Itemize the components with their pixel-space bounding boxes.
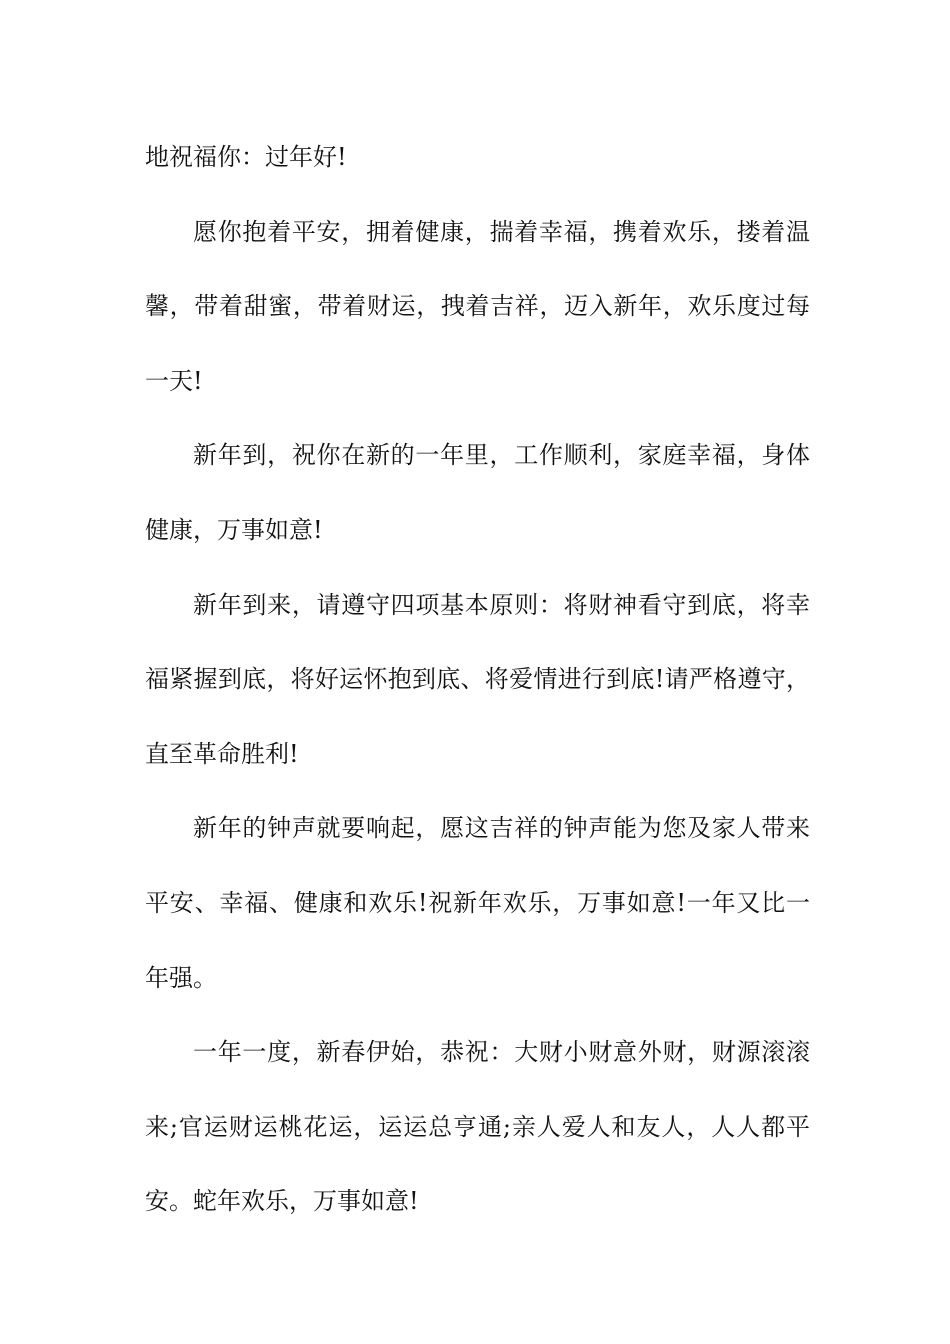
paragraph-blessing-2: 新年到，祝你在新的一年里，工作顺利，家庭幸福，身体健康，万事如意! <box>145 441 810 544</box>
paragraph-continued-greeting: 地祝福你：过年好! <box>145 143 347 171</box>
body-text <box>145 120 810 1239</box>
paragraph-blessing-4: 新年的钟声就要响起，愿这吉祥的钟声能为您及家人带来平安、幸福、健康和欢乐!祝新年欢乐，万事如意!一年又比一年强。 <box>145 814 810 992</box>
paragraph-blessing-5: 一年一度，新春伊始，恭祝：大财小财意外财，财源滚滚来;官运财运桃花运，运运总亨通;亲人爱人和友人，人人都平安。蛇年欢乐，万事如意! <box>145 1038 810 1216</box>
paragraph-blessing-1: 愿你抱着平安，拥着健康，揣着幸福，携着欢乐，搂着温馨，带着甜蜜，带着财运，拽着吉祥，迈入新年，欢乐度过每一天! <box>145 217 810 395</box>
paragraph-blessing-3: 新年到来，请遵守四项基本原则：将财神看守到底，将幸福紧握到底，将好运怀抱到底、将爱情进行到底!请严格遵守，直至革命胜利! <box>145 590 810 768</box>
